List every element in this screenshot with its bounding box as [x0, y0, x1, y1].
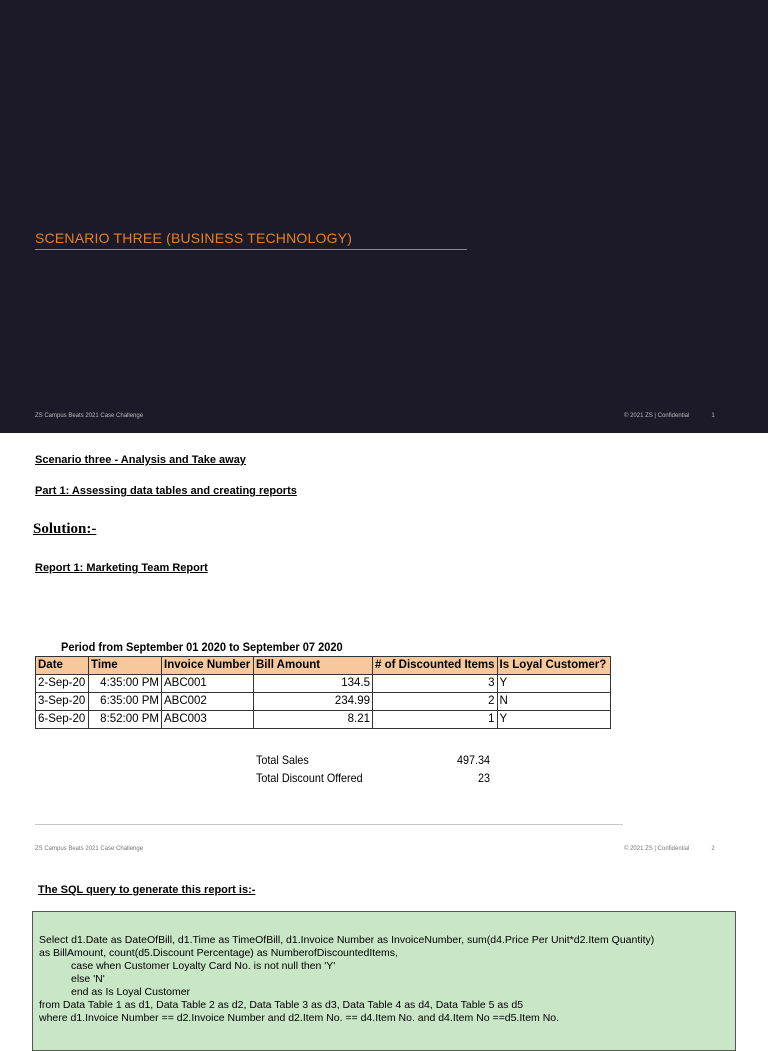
sql-line: from Data Table 1 as d1, Data Table 2 as d2, Data Table 3 as d3, Data Table 4 as d4, Data Table 5 as d5 — [39, 999, 524, 1011]
cell-invoice: ABC001 — [162, 675, 254, 693]
sql-line: case when Customer Loyalty Card No. is not null then 'Y' — [71, 960, 336, 972]
sql-line: end as Is Loyal Customer — [71, 986, 191, 998]
sql-code-box — [32, 911, 736, 1051]
total-sales-row — [256, 753, 490, 771]
page-number: 1 — [711, 413, 715, 419]
table-row — [36, 711, 611, 729]
table-header-row — [36, 657, 611, 675]
total-discount-row — [256, 771, 490, 789]
period-label: Period from September 01 2020 to September 07 2020 — [61, 640, 343, 654]
total-sales-label: Total Sales — [256, 753, 309, 767]
header-invoice: Invoice Number — [162, 657, 254, 675]
sql-slide — [0, 863, 768, 1024]
total-sales-value: 497.34 — [456, 753, 490, 767]
cell-bill-amount: 234.99 — [254, 693, 373, 711]
cell-time: 4:35:00 PM — [89, 675, 162, 693]
cell-discounted-items: 3 — [373, 675, 498, 693]
cell-loyal: Y — [497, 675, 610, 693]
table-row — [36, 693, 611, 711]
header-discounted-items: # of Discounted Items — [373, 657, 498, 675]
footer-left: ZS Campus Beats 2021 Case Challenge — [35, 846, 144, 852]
footer-left: ZS Campus Beats 2021 Case Challenge — [35, 413, 144, 419]
footer-copyright: © 2021 ZS | Confidential — [624, 413, 690, 419]
title-underline — [35, 249, 467, 250]
cell-discounted-items: 2 — [373, 693, 498, 711]
header-time: Time — [89, 657, 162, 675]
header-date: Date — [36, 657, 89, 675]
report-slide — [0, 433, 768, 863]
sql-line: Select d1.Date as DateOfBill, d1.Time as TimeOfBill, d1.Invoice Number as InvoiceNumber, sum(d4.Price Per Unit*d2.Item Quantity) — [39, 934, 655, 946]
total-discount-value: 23 — [477, 771, 490, 785]
footer-right — [624, 846, 715, 852]
total-discount-label: Total Discount Offered — [256, 771, 363, 785]
cell-invoice: ABC002 — [162, 693, 254, 711]
cell-bill-amount: 134.5 — [254, 675, 373, 693]
cell-date: 2-Sep-20 — [36, 675, 89, 693]
cell-discounted-items: 1 — [373, 711, 498, 729]
title-slide — [0, 0, 768, 433]
cell-time: 6:35:00 PM — [89, 693, 162, 711]
table-row — [36, 675, 611, 693]
cell-invoice: ABC003 — [162, 711, 254, 729]
footer-divider — [35, 824, 623, 825]
part-heading: Part 1: Assessing data tables and creating reports — [35, 485, 297, 497]
cell-loyal: N — [497, 693, 610, 711]
sql-line: where d1.Invoice Number == d2.Invoice Number and d2.Item No. == d4.Item No. and d4.Item No ==d5.Item No. — [39, 1012, 560, 1024]
sql-line: else 'N' — [71, 973, 105, 985]
cell-date: 6-Sep-20 — [36, 711, 89, 729]
solution-heading: Solution:- — [33, 521, 97, 537]
footer-right — [624, 413, 715, 419]
header-loyal-customer: Is Loyal Customer? — [497, 657, 610, 675]
cell-date: 3-Sep-20 — [36, 693, 89, 711]
totals-block — [256, 753, 490, 789]
cell-bill-amount: 8.21 — [254, 711, 373, 729]
cell-loyal: Y — [497, 711, 610, 729]
header-bill-amount: Bill Amount — [254, 657, 373, 675]
report-title: Report 1: Marketing Team Report — [35, 562, 208, 574]
cell-time: 8:52:00 PM — [89, 711, 162, 729]
page-number: 2 — [711, 846, 715, 852]
section-heading: Scenario three - Analysis and Take away — [35, 454, 246, 466]
sql-line: as BillAmount, count(d5.Discount Percentage) as NumberofDiscountedItems, — [39, 947, 398, 959]
footer-copyright: © 2021 ZS | Confidential — [624, 846, 690, 852]
slide-title: SCENARIO THREE (BUSINESS TECHNOLOGY) — [35, 230, 353, 246]
report-table — [35, 656, 611, 729]
sql-heading: The SQL query to generate this report is:- — [38, 884, 256, 896]
